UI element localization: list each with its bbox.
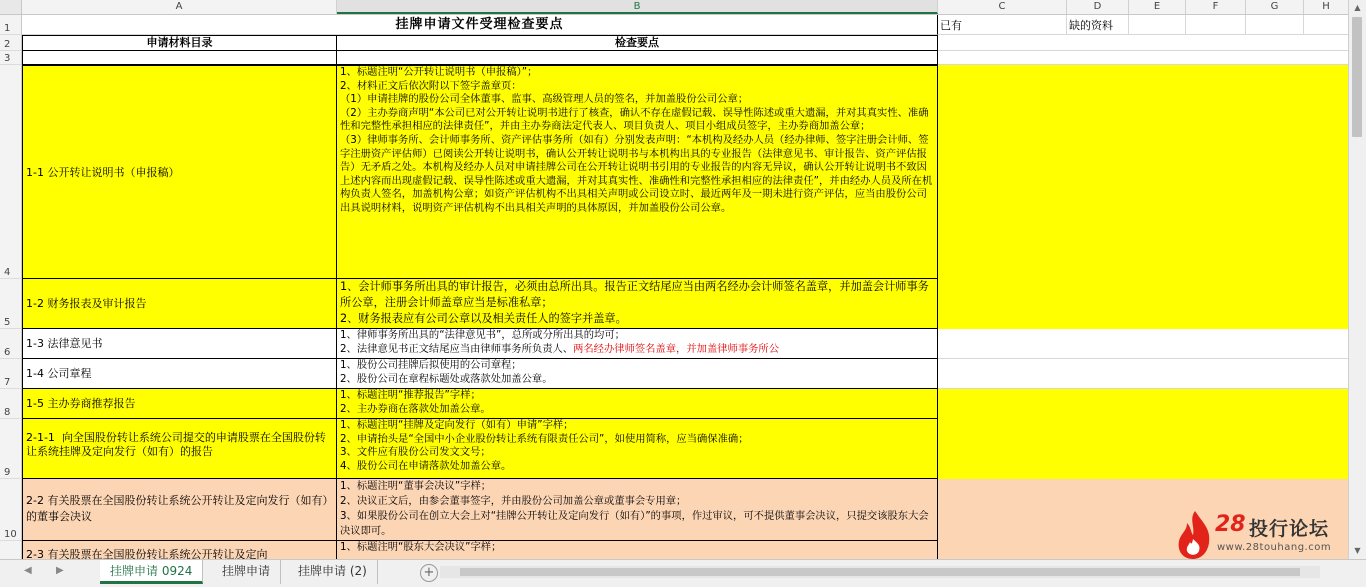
column-header-b[interactable]: B <box>337 0 938 14</box>
spreadsheet-grid <box>22 15 1349 559</box>
row-header[interactable]: 1 <box>0 15 21 35</box>
cell-h1[interactable] <box>1304 15 1349 35</box>
cell-a3[interactable] <box>22 50 337 65</box>
material-label: 1-3 法律意见书 <box>26 337 103 350</box>
empty-cells[interactable] <box>938 329 1349 359</box>
flame-icon <box>1175 509 1215 561</box>
status-cells[interactable] <box>938 65 1349 329</box>
row-header[interactable]: 6 <box>0 329 21 359</box>
header-materials-text: 申请材料目录 <box>146 36 213 49</box>
material-cell[interactable] <box>22 65 337 279</box>
material-label: 2-3 有关股票在全国股份转让系统公开转让及定向 <box>26 548 268 559</box>
add-sheet-icon[interactable]: + <box>420 564 438 582</box>
checkpoint-text: 1、标题注明“挂牌及定向发行（如有）申请”字样； 2、申请抬头是“全国中小企业股份转让系统有限责任公司”，如使用简称，应当确保准确； 3、文件应有股份公司发文文号； 4、股份公司在申请落款处加盖公章。 <box>340 419 749 472</box>
sheet-title: 挂牌申请文件受理检查要点 <box>395 17 564 32</box>
material-label: 1-5 主办券商推荐报告 <box>26 397 136 410</box>
column-header-e[interactable]: E <box>1129 0 1186 14</box>
scroll-thumb[interactable] <box>1352 17 1362 137</box>
material-cell[interactable] <box>22 328 337 359</box>
empty-cells[interactable] <box>938 51 1349 65</box>
empty-cells[interactable] <box>938 35 1349 51</box>
material-cell[interactable] <box>22 540 337 559</box>
checkpoint-cell[interactable] <box>336 540 938 559</box>
cell-d1[interactable] <box>1067 15 1129 35</box>
material-cell[interactable] <box>22 388 337 419</box>
logo-url: www.28touhang.com <box>1217 542 1332 553</box>
material-cell[interactable] <box>22 478 337 541</box>
checkpoint-cell[interactable] <box>336 278 938 329</box>
watermark-logo <box>1175 509 1345 561</box>
empty-cells[interactable] <box>938 359 1349 389</box>
row-header[interactable]: 3 <box>0 51 21 65</box>
checkpoint-text: 1、标题注明“公开转让说明书（申报稿）”； 2、材料正文后依次附以下签字盖章页： （1）申请挂牌的股份公司全体董事、监事、高级管理人员的签名，并加盖股份公司公章； （2）主办券商声明“本公司已对公开转让说明书进行了核查，确认不存在虚假记载、误导性陈述或重大遗漏，并对其真实性、准确性和完整性承担相应的法律责任”，并由主办券商法定代表人、项目负责人、项目小组成员签字，主办券商加盖公章； （3）律师事务所、会计师事务所、资产评估事务所（如有）分别发表声明：“本机构及经办人员（经办律师、签字注册会计师、签字注册资产评估师）已阅读公开转让说明书，确认公开转让说明书与本机构出具的专业报告（法律意见书、审计报告、资产评估报告）无矛盾之处。本机构及经办人员对申请挂牌公司在公开转让说明书引用的专业报告的内容无异议，确认公开转让说明书不致因上述内容而出现虚假记载、误导性陈述或重大遗漏，并对其真实性、准确性和完整性承担相应的法律责任”，并由经办人员及所在机构负责人签名，加盖机构公章；如资产评估机构不出具相关声明或公司设立时、最近两年及一期未进行资产评估，应当由股份公司出具说明材料，说明资产评估机构不出具相关声明的具体原因，并加盖股份公司公章。 <box>340 66 933 214</box>
checkpoint-text: 1、会计师事务所出具的审计报告，必须由总所出具。报告正文结尾应当由两名经办会计师签名盖章，并加盖会计师事务所公章，注册会计师盖章应当是标准私章； 2、财务报表应有公司公章以及相关责任人的签字并盖章。 <box>340 280 929 325</box>
cell-f1[interactable] <box>1186 15 1246 35</box>
cell-b3[interactable] <box>336 50 938 65</box>
material-label: 1-2 财务报表及审计报告 <box>26 297 147 310</box>
material-cell[interactable] <box>22 278 337 329</box>
header-checkpoints-text: 检查要点 <box>615 36 659 49</box>
column-header-d[interactable]: D <box>1067 0 1129 14</box>
row-header[interactable]: 2 <box>0 35 21 51</box>
cell-c1[interactable] <box>938 15 1067 35</box>
material-cell[interactable] <box>22 358 337 389</box>
scroll-down-icon[interactable]: ▼ <box>1354 546 1361 555</box>
row-header-bar <box>0 15 22 559</box>
checkpoint-text: 1、律师事务所出具的“法律意见书”，总所或分所出具的均可； 2、法律意见书正文结尾应当由律师事务所负责人、 <box>340 329 625 355</box>
row-header[interactable]: 5 <box>0 279 21 329</box>
existing-label: 已有 <box>940 19 962 32</box>
next-sheet-icon[interactable]: ▶ <box>56 565 64 576</box>
checkpoint-cell[interactable] <box>336 328 938 359</box>
checkpoint-text-red: 两名经办律师签名盖章，并加盖律师事务所公 <box>573 342 780 355</box>
row-header[interactable]: 4 <box>0 65 21 279</box>
checkpoint-cell[interactable] <box>336 478 938 541</box>
checkpoint-text: 1、标题注明“股东大会决议”字样； <box>340 541 502 553</box>
column-header-h[interactable]: H <box>1304 0 1349 14</box>
checkpoint-cell[interactable] <box>336 388 938 419</box>
checkpoint-text: 1、标题注明“董事会决议”字样； 2、决议正文后，由参会董事签字，并由股份公司加盖公章或董事会专用章； 3、如果股份公司在创立大会上对“挂牌公开转让及定向发行（如有）”的事项，作过审议，可不提供董事会决议，只提交该股东大会决议即可。 <box>340 480 929 537</box>
logo-number: 28 <box>1215 512 1246 537</box>
column-header-a[interactable]: A <box>22 0 337 14</box>
checkpoint-text: 1、股份公司挂牌后拟使用的公司章程； 2、股份公司在章程标题处或落款处加盖公章。 <box>340 359 553 385</box>
status-cells[interactable] <box>938 389 1349 479</box>
scroll-up-icon[interactable]: ▲ <box>1354 3 1361 12</box>
vertical-scrollbar[interactable] <box>1348 0 1366 559</box>
column-header-f[interactable]: F <box>1186 0 1246 14</box>
row-header[interactable]: 7 <box>0 359 21 389</box>
row-header[interactable]: 10 <box>0 479 21 541</box>
cell-g1[interactable] <box>1246 15 1304 35</box>
material-cell[interactable] <box>22 418 337 479</box>
row-header[interactable]: 8 <box>0 389 21 419</box>
checkpoint-cell[interactable] <box>336 358 938 389</box>
select-all-corner[interactable] <box>0 0 22 14</box>
checkpoint-cell[interactable] <box>336 418 938 479</box>
tab-sheet-1[interactable]: 挂牌申请 0924 <box>100 560 203 584</box>
tab-sheet-3[interactable]: 挂牌申请 (2) <box>288 560 378 584</box>
title-cell[interactable] <box>22 15 938 35</box>
material-label: 1-4 公司章程 <box>26 367 92 380</box>
material-label: 2-1-1 向全国股份转让系统公司提交的申请股票在全国股份转让系统挂牌及定向发行（如有）的报告 <box>26 431 326 458</box>
checkpoint-cell[interactable] <box>336 65 938 279</box>
header-checkpoints[interactable] <box>336 35 938 51</box>
prev-sheet-icon[interactable]: ◀ <box>24 565 32 576</box>
horizontal-scroll-thumb[interactable] <box>460 568 1300 576</box>
checkpoint-text: 1、标题注明“推荐报告”字样； 2、主办券商在落款处加盖公章。 <box>340 389 491 415</box>
header-materials[interactable] <box>22 35 337 51</box>
missing-label: 缺的资料 <box>1069 19 1113 32</box>
cell-e1[interactable] <box>1129 15 1186 35</box>
row-header[interactable]: 9 <box>0 419 21 479</box>
horizontal-scrollbar[interactable] <box>440 566 1320 578</box>
material-label: 2-2 有关股票在全国股份转让系统公开转让及定向发行（如有）的董事会决议 <box>26 494 328 523</box>
sheet-tab-bar <box>0 559 1366 587</box>
logo-name: 投行论坛 <box>1249 518 1330 540</box>
tab-sheet-2[interactable]: 挂牌申请 <box>212 560 281 584</box>
column-header-c[interactable]: C <box>938 0 1067 14</box>
column-header-bar <box>0 0 1349 15</box>
material-label: 1-1 公开转让说明书（申报稿） <box>26 166 180 179</box>
column-header-g[interactable]: G <box>1246 0 1304 14</box>
